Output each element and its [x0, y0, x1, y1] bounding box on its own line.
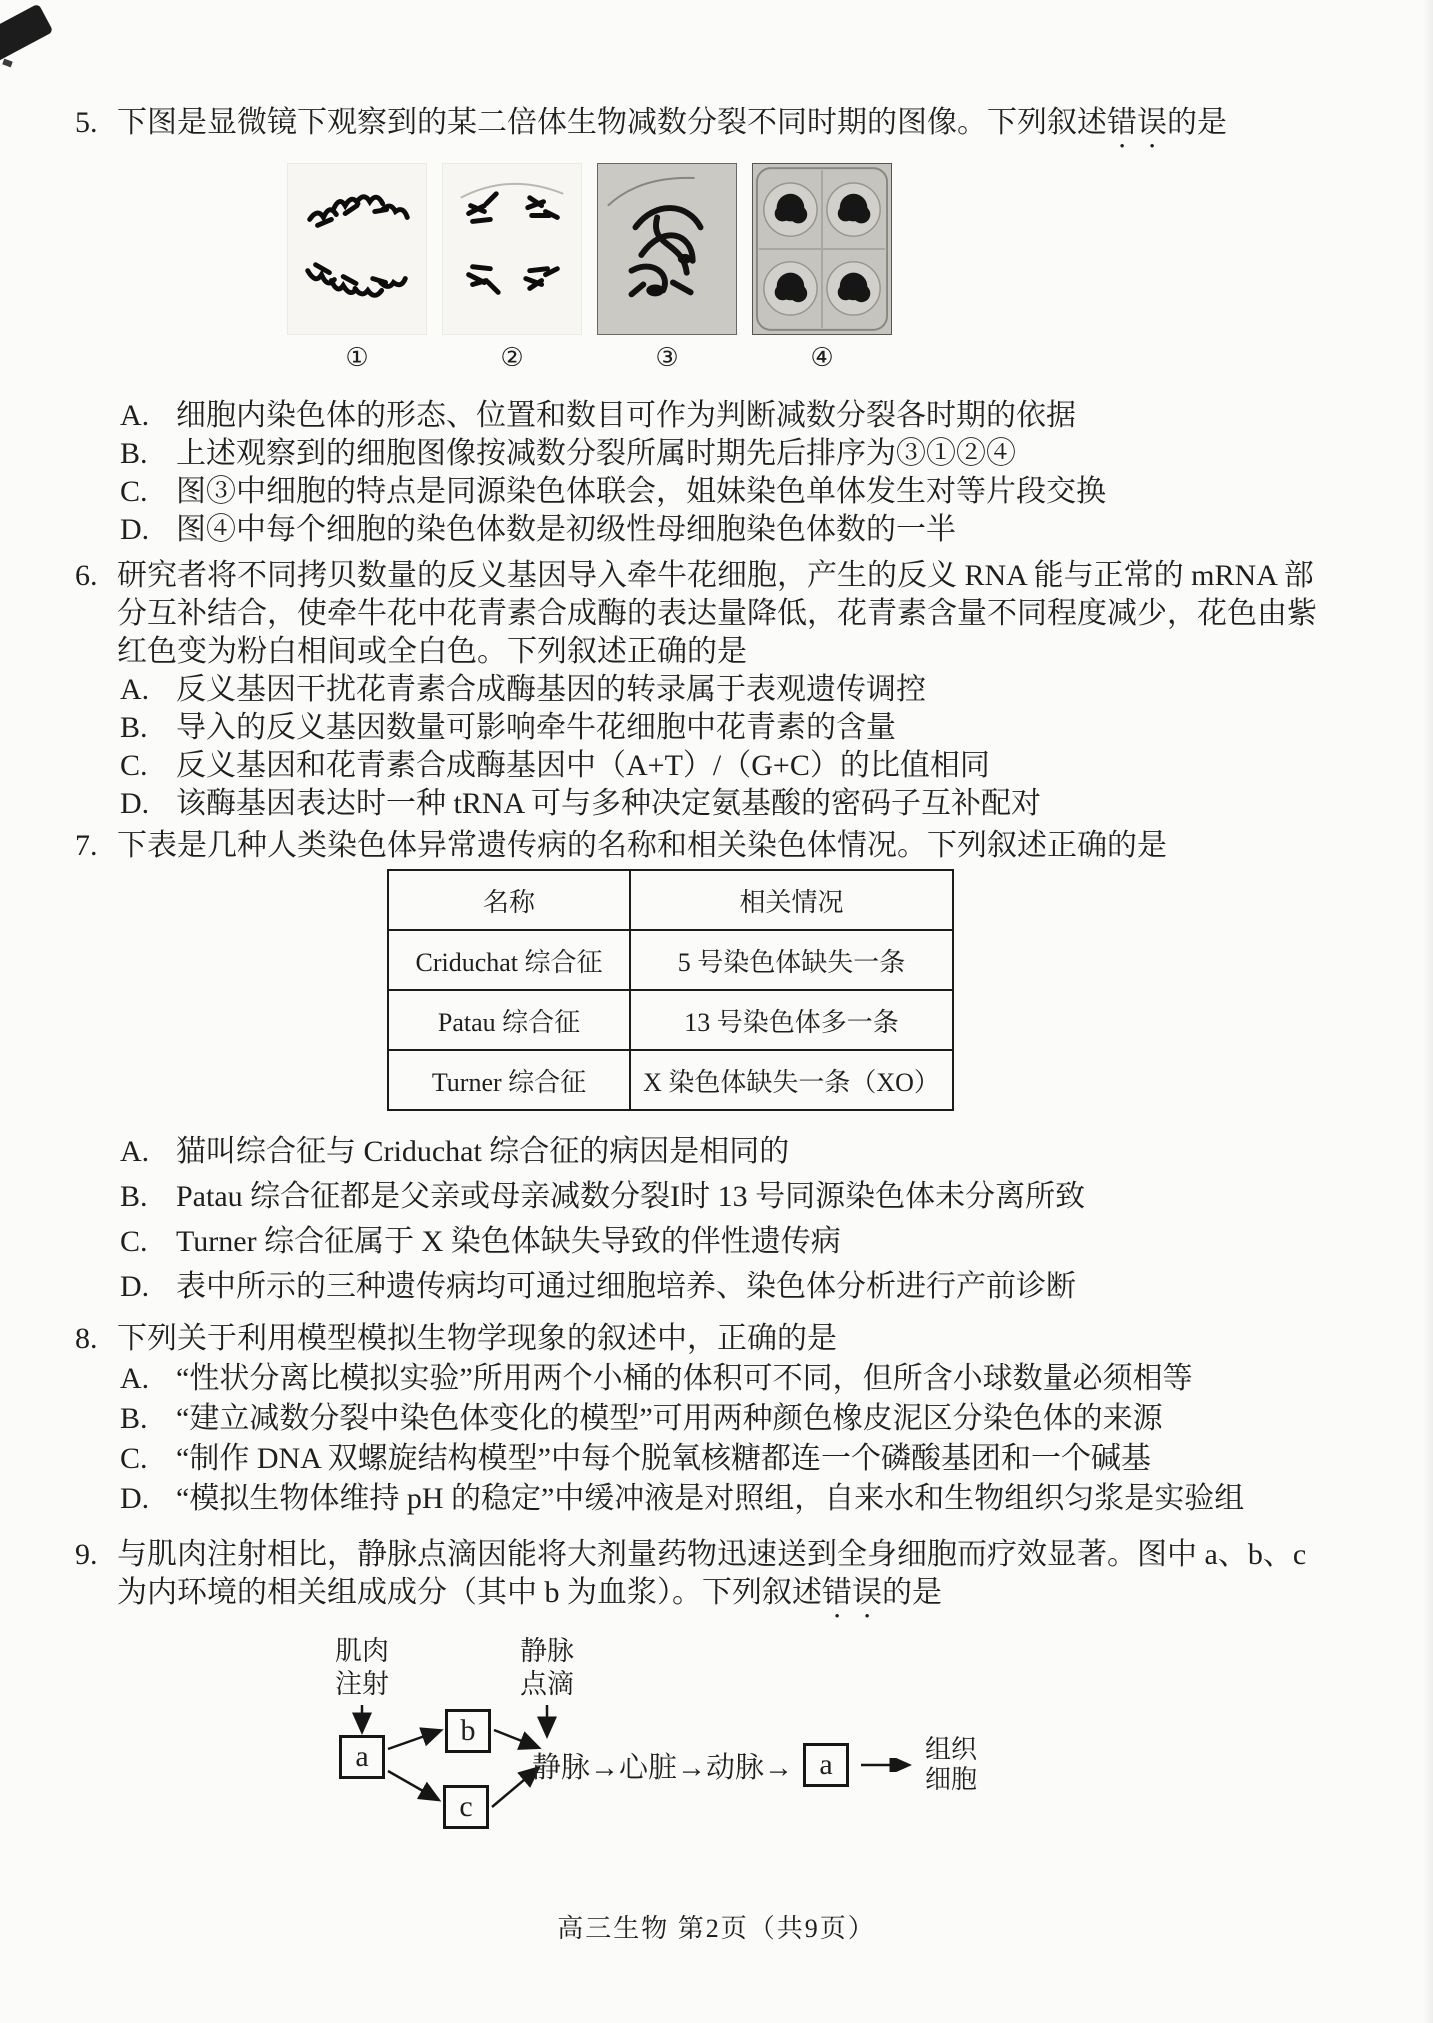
- q5-option-a: [117, 397, 1343, 435]
- chromosome-disease-table: [387, 869, 954, 1111]
- question-9: [75, 1536, 1343, 1843]
- meiosis-micrograph-4: [752, 163, 892, 335]
- scan-corner-artifact: [0, 3, 53, 64]
- q6-option-a: [117, 671, 1343, 709]
- option-text: 图③中细胞的特点是同源染色体联会，姐妹染色单体发生对等片段交换: [176, 475, 1106, 508]
- question-stem: 下列关于利用模型模拟生物学现象的叙述中，正确的是: [117, 1322, 837, 1355]
- question-body: [117, 1536, 1343, 1843]
- option-label: A.: [120, 673, 150, 706]
- option-text: 反义基因和花青素合成酶基因中（A+T）/（G+C）的比值相同: [176, 749, 990, 782]
- stem-text: 的是: [1167, 106, 1227, 139]
- question-5: [75, 104, 1343, 549]
- table-row: [388, 1050, 953, 1110]
- box-b: b: [445, 1709, 491, 1753]
- chromosome-figure-2: [443, 164, 581, 334]
- figure-label-2: ②: [500, 343, 524, 373]
- q5-option-d: [117, 511, 1343, 549]
- tissue-arrow: [859, 1758, 915, 1772]
- question-6: [75, 557, 1343, 823]
- q8-option-c: [117, 1440, 1343, 1478]
- question-number: 9.: [75, 1538, 98, 1571]
- injection-label-line1: 肌肉: [335, 1636, 389, 1666]
- option-text: 猫叫综合征与 Criduchat 综合征的病因是相同的: [176, 1135, 790, 1168]
- question-stem: 研究者将不同拷贝数量的反义基因导入牵牛花细胞，产生的反义 RNA 能与正常的 mRNA 部分互补结合，使牵牛花中花青素合成酶的表达量降低，花青素含量不同程度减少，花色由紫红色变为粉白相间或全白色。下列叙述正确的是: [117, 559, 1317, 668]
- tissue-label-line2: 细胞: [925, 1765, 978, 1794]
- q5-figure-row: [117, 157, 1343, 397]
- table-cell-disease: Criduchat 综合征: [388, 930, 630, 990]
- q7-option-b: [117, 1178, 1343, 1216]
- option-label: C.: [120, 1442, 148, 1475]
- box-c: c: [443, 1785, 489, 1829]
- option-label: A.: [120, 399, 150, 432]
- option-label: D.: [120, 787, 150, 820]
- q6-option-c: [117, 747, 1343, 785]
- question-body: [117, 104, 1343, 549]
- option-label: C.: [120, 1225, 148, 1258]
- stem-emphasis: 错误: [822, 1576, 882, 1609]
- stem-text: 与肌肉注射相比，静脉点滴因能将大剂量药物迅速送到全身细胞而疗效显著。图中 a、b、c 为内环境的相关组成成分（其中 b 为血浆）。下列叙述: [117, 1538, 1307, 1609]
- option-text: “模拟生物体维持 pH 的稳定”中缓冲液是对照组，自来水和生物组织匀浆是实验组: [176, 1482, 1245, 1515]
- table-header-row: [388, 870, 953, 930]
- question-7: [75, 827, 1343, 1306]
- option-text: 该酶基因表达时一种 tRNA 可与多种决定氨基酸的密码子互补配对: [176, 787, 1042, 820]
- q8-option-b: [117, 1400, 1343, 1438]
- option-text: “建立减数分裂中染色体变化的模型”可用两种颜色橡皮泥区分染色体的来源: [176, 1402, 1163, 1435]
- box-a2: a: [803, 1743, 849, 1787]
- chromosome-figure-1: [288, 164, 426, 334]
- question-stem: 下表是几种人类染色体异常遗传病的名称和相关染色体情况。下列叙述正确的是: [117, 829, 1167, 862]
- table-cell-disease: Patau 综合征: [388, 990, 630, 1050]
- circulation-flow: [532, 1735, 977, 1795]
- q7-option-a: [117, 1133, 1343, 1171]
- option-text: 反义基因干扰花青素合成酶基因的转录属于表观遗传调控: [176, 673, 926, 706]
- option-label: B.: [120, 437, 148, 470]
- table-cell-situation: 13 号染色体多一条: [630, 990, 953, 1050]
- figure-label-3: ③: [655, 343, 679, 373]
- table-cell-disease: Turner 综合征: [388, 1050, 630, 1110]
- option-label: D.: [120, 1270, 150, 1303]
- q7-option-c: [117, 1223, 1343, 1261]
- figure-label-1: ①: [345, 343, 369, 373]
- q7-options: [117, 1133, 1343, 1306]
- option-text: 细胞内染色体的形态、位置和数目可作为判断减数分裂各时期的依据: [176, 399, 1076, 432]
- option-label: B.: [120, 1402, 148, 1435]
- injection-label: [314, 1635, 410, 1701]
- scan-speck-artifact: [2, 59, 13, 68]
- table-cell-situation: 5 号染色体缺失一条: [630, 930, 953, 990]
- table-row: [388, 930, 953, 990]
- option-text: 上述观察到的细胞图像按减数分裂所属时期先后排序为③①②④: [176, 437, 1016, 470]
- tissue-label-line1: 组织: [925, 1735, 978, 1764]
- q8-option-d: [117, 1480, 1343, 1518]
- drip-label-line1: 静脉: [520, 1636, 574, 1666]
- table-header-situation: 相关情况: [630, 870, 953, 930]
- chromosome-figure-3: [598, 164, 736, 334]
- option-label: D.: [120, 1482, 150, 1515]
- option-text: 图④中每个细胞的染色体数是初级性母细胞染色体数的一半: [176, 513, 956, 546]
- q5-option-c: [117, 473, 1343, 511]
- question-number: 8.: [75, 1322, 98, 1355]
- option-label: A.: [120, 1362, 150, 1395]
- question-8: [75, 1320, 1343, 1518]
- stem-text: 下图是显微镜下观察到的某二倍体生物减数分裂不同时期的图像。下列叙述: [117, 106, 1107, 139]
- option-text: 导入的反义基因数量可影响牵牛花细胞中花青素的含量: [176, 711, 896, 744]
- chromosome-figure-4: [753, 164, 891, 334]
- option-label: D.: [120, 513, 150, 546]
- figure-label-4: ④: [810, 343, 834, 373]
- option-text: Patau 综合征都是父亲或母亲减数分裂I时 13 号同源染色体未分离所致: [176, 1180, 1086, 1213]
- internal-environment-diagram: [117, 1635, 1343, 1843]
- option-label: B.: [120, 1180, 148, 1213]
- option-label: C.: [120, 749, 148, 782]
- tissue-cells-label: [925, 1735, 977, 1795]
- question-number: 7.: [75, 829, 98, 862]
- q7-option-d: [117, 1268, 1343, 1306]
- q6-option-d: [117, 785, 1343, 823]
- exam-content: [75, 104, 1343, 1843]
- stem-text: 的是: [882, 1576, 942, 1609]
- box-a: a: [339, 1735, 385, 1779]
- option-label: A.: [120, 1135, 150, 1168]
- question-body: [117, 557, 1343, 823]
- question-body: [117, 827, 1343, 1306]
- q8-option-a: [117, 1360, 1343, 1398]
- drip-label: [499, 1635, 595, 1701]
- drip-label-line2: 点滴: [520, 1669, 574, 1699]
- option-text: Turner 综合征属于 X 染色体缺失导致的伴性遗传病: [176, 1225, 841, 1258]
- option-label: C.: [120, 475, 148, 508]
- question-number: 5.: [75, 106, 98, 139]
- meiosis-micrograph-1: [287, 163, 427, 335]
- flow-text: 静脉→心脏→动脉→: [532, 1751, 794, 1784]
- q8-options: [117, 1360, 1343, 1518]
- question-stem: [117, 104, 1343, 155]
- option-label: B.: [120, 711, 148, 744]
- question-body: [117, 1320, 1343, 1518]
- stem-emphasis: 错误: [1107, 106, 1167, 139]
- q5-option-b: [117, 435, 1343, 473]
- table-header-name: 名称: [388, 870, 630, 930]
- injection-label-line2: 注射: [335, 1669, 389, 1699]
- meiosis-micrograph-3: [597, 163, 737, 335]
- option-text: “制作 DNA 双螺旋结构模型”中每个脱氧核糖都连一个磷酸基团和一个碱基: [176, 1442, 1151, 1475]
- meiosis-micrograph-2: [442, 163, 582, 335]
- option-text: 表中所示的三种遗传病均可通过细胞培养、染色体分析进行产前诊断: [176, 1270, 1076, 1303]
- question-number: 6.: [75, 559, 98, 592]
- table-row: [388, 990, 953, 1050]
- table-cell-situation: X 染色体缺失一条（XO）: [630, 1050, 953, 1110]
- option-text: “性状分离比模拟实验”所用两个小桶的体积可不同，但所含小球数量必须相等: [176, 1362, 1193, 1395]
- question-stem: [117, 1536, 1343, 1625]
- page-footer: 高三生物 第2页（共9页）: [557, 1914, 876, 1943]
- q6-option-b: [117, 709, 1343, 747]
